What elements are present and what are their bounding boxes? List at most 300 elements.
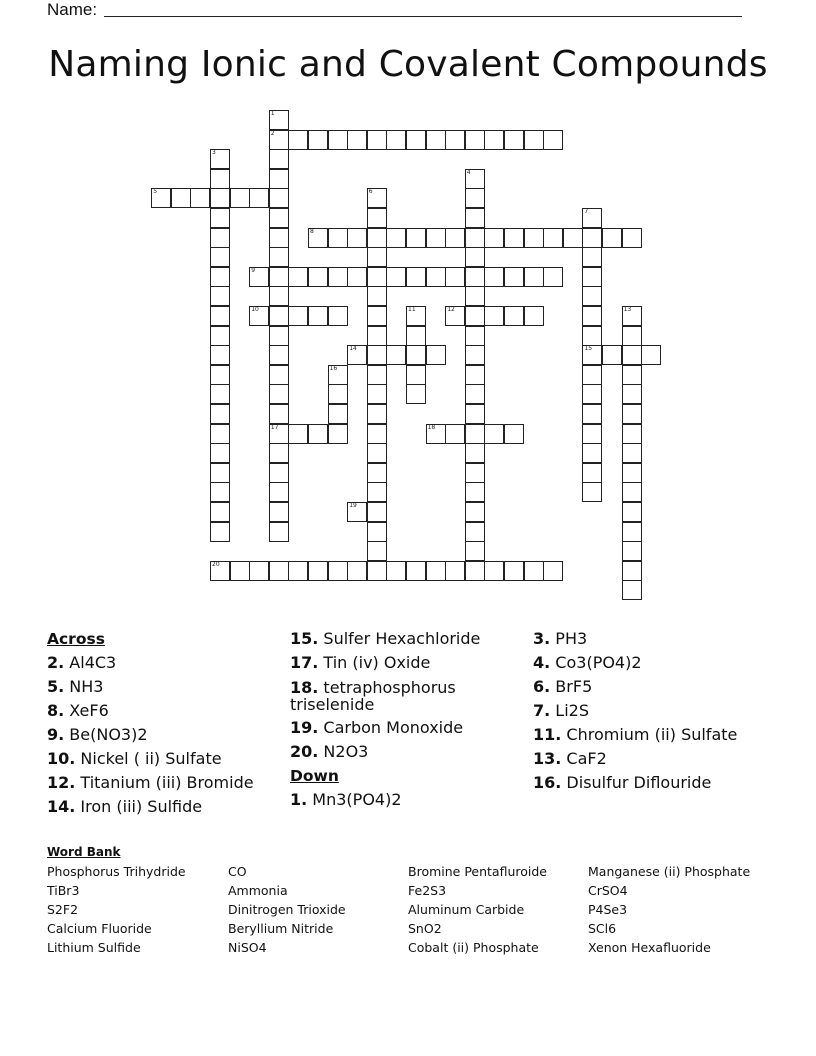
crossword-cell[interactable] [465, 345, 485, 365]
crossword-cell[interactable] [367, 463, 387, 483]
crossword-cell[interactable] [582, 345, 602, 365]
clue-num: 14. [47, 797, 76, 816]
crossword-cell[interactable] [269, 482, 289, 502]
crossword-cell[interactable] [582, 463, 602, 483]
crossword-cell[interactable] [269, 110, 289, 130]
crossword-cell[interactable] [622, 384, 642, 404]
crossword-cell[interactable] [406, 306, 426, 326]
clue-text: BrF5 [550, 677, 593, 696]
crossword-cell[interactable] [445, 306, 465, 326]
crossword-cell[interactable] [386, 345, 406, 365]
crossword-cell[interactable] [465, 228, 485, 248]
crossword-cell[interactable] [582, 365, 602, 385]
crossword-cell[interactable] [543, 228, 563, 248]
crossword-cell[interactable] [249, 561, 269, 581]
clues-column-2 [290, 627, 530, 812]
crossword-cell[interactable] [308, 267, 328, 287]
clue-num: 2. [47, 653, 65, 672]
crossword-cell[interactable] [406, 365, 426, 385]
crossword-cell[interactable] [367, 424, 387, 444]
word-bank-item: S2F2 [47, 902, 79, 917]
crossword-cell[interactable] [622, 228, 642, 248]
clue-number: 1 [270, 110, 275, 117]
clue-item [533, 747, 793, 771]
crossword-cell[interactable] [622, 326, 642, 346]
clue-item [533, 651, 793, 675]
crossword-cell[interactable] [445, 424, 465, 444]
crossword-cell[interactable] [210, 502, 230, 522]
crossword-cell[interactable] [288, 130, 308, 150]
word-bank-item: Cobalt (ii) Phosphate [408, 940, 539, 955]
crossword-cell[interactable] [504, 306, 524, 326]
crossword-cell[interactable] [484, 306, 504, 326]
crossword-cell[interactable] [288, 306, 308, 326]
clue-num: 11. [533, 725, 562, 744]
clue-num: 4. [533, 653, 551, 672]
crossword-cell[interactable] [622, 345, 642, 365]
crossword-cell[interactable] [582, 267, 602, 287]
word-bank-column-2 [228, 862, 346, 957]
crossword-cell[interactable] [465, 561, 485, 581]
crossword-cell[interactable] [210, 267, 230, 287]
crossword-cell[interactable] [484, 424, 504, 444]
crossword-cell[interactable] [484, 561, 504, 581]
crossword-cell[interactable] [288, 561, 308, 581]
crossword-cell[interactable] [582, 286, 602, 306]
crossword-cell[interactable] [269, 130, 289, 150]
crossword-cell[interactable] [171, 188, 191, 208]
crossword-cell[interactable] [190, 188, 210, 208]
word-bank-item: Aluminum Carbide [408, 902, 525, 917]
crossword-cell[interactable] [563, 228, 583, 248]
word-bank-item: Dinitrogen Trioxide [228, 902, 346, 917]
clue-text: NH3 [64, 677, 104, 696]
crossword-cell[interactable] [347, 267, 367, 287]
crossword-cell[interactable] [543, 130, 563, 150]
crossword-cell[interactable] [622, 561, 642, 581]
clue-item [290, 675, 530, 716]
crossword-cell[interactable] [445, 267, 465, 287]
crossword-cell[interactable] [288, 267, 308, 287]
clue-number: 8 [310, 227, 314, 235]
word-bank-item: Ammonia [228, 883, 288, 898]
crossword-cell[interactable] [367, 522, 387, 542]
crossword-cell[interactable] [328, 384, 348, 404]
crossword-cell[interactable] [269, 522, 289, 542]
clue-text: CaF2 [561, 749, 607, 768]
crossword-cell[interactable] [367, 188, 387, 208]
across-heading: Across [47, 630, 105, 648]
crossword-cell[interactable] [426, 345, 446, 365]
crossword-cell[interactable] [465, 502, 485, 522]
crossword-cell[interactable] [622, 482, 642, 502]
word-bank-item: Lithium Sulfide [47, 940, 141, 955]
crossword-cell[interactable] [328, 365, 348, 385]
clue-number: 16 [329, 364, 338, 372]
crossword-cell[interactable] [367, 541, 387, 561]
word-bank-item: Xenon Hexafluoride [588, 940, 711, 955]
crossword-cell[interactable] [465, 130, 485, 150]
clue-num: 19. [290, 718, 319, 737]
clue-number: 14 [349, 345, 357, 353]
clue-number: 10 [251, 306, 259, 313]
crossword-cell[interactable] [367, 326, 387, 346]
clue-number: 19 [349, 502, 357, 509]
crossword-cell[interactable] [622, 306, 642, 326]
crossword-cell[interactable] [347, 345, 367, 365]
clue-num: 7. [533, 701, 551, 720]
crossword-cell[interactable] [504, 228, 524, 248]
crossword-cell[interactable] [465, 306, 485, 326]
clue-text: Be(NO3)2 [64, 725, 148, 744]
crossword-cell[interactable] [465, 188, 485, 208]
crossword-cell[interactable] [622, 365, 642, 385]
crossword-cell[interactable] [602, 228, 622, 248]
crossword-cell[interactable] [622, 502, 642, 522]
crossword-cell[interactable] [210, 188, 230, 208]
crossword-cell[interactable] [465, 482, 485, 502]
crossword-cell[interactable] [308, 130, 328, 150]
crossword-cell[interactable] [328, 404, 348, 424]
crossword-cell[interactable] [582, 228, 602, 248]
clue-number: 15 [584, 345, 593, 353]
crossword-cell[interactable] [582, 482, 602, 502]
crossword-cell[interactable] [445, 561, 465, 581]
crossword-cell[interactable] [504, 130, 524, 150]
crossword-cell[interactable] [210, 424, 230, 444]
crossword-cell[interactable] [504, 267, 524, 287]
clue-num: 6. [533, 677, 551, 696]
crossword-cell[interactable] [328, 267, 348, 287]
clue-number: 12 [447, 306, 455, 313]
crossword-cell[interactable] [367, 130, 387, 150]
crossword-cell[interactable] [230, 561, 250, 581]
crossword-cell[interactable] [426, 561, 446, 581]
crossword-cell[interactable] [465, 522, 485, 542]
crossword-cell[interactable] [328, 424, 348, 444]
crossword-cell[interactable] [210, 345, 230, 365]
crossword-cell[interactable] [465, 541, 485, 561]
crossword-cell[interactable] [582, 384, 602, 404]
crossword-cell[interactable] [308, 306, 328, 326]
clue-text: Nickel ( ii) Sulfate [75, 749, 222, 768]
crossword-cell[interactable] [210, 404, 230, 424]
crossword-cell[interactable] [269, 149, 289, 169]
crossword-cell[interactable] [151, 188, 171, 208]
crossword-cell[interactable] [465, 247, 485, 267]
crossword-cell[interactable] [426, 228, 446, 248]
crossword-cell[interactable] [367, 228, 387, 248]
crossword-cell[interactable] [367, 502, 387, 522]
crossword-cell[interactable] [386, 267, 406, 287]
crossword-cell[interactable] [347, 130, 367, 150]
crossword-cell[interactable] [484, 130, 504, 150]
clue-item [290, 740, 530, 764]
crossword-cell[interactable] [484, 267, 504, 287]
clue-item [533, 627, 793, 651]
down-clue-list [290, 788, 530, 812]
crossword-cell[interactable] [210, 228, 230, 248]
crossword-cell[interactable] [406, 384, 426, 404]
clue-num: 9. [47, 725, 65, 744]
crossword-cell[interactable] [524, 130, 544, 150]
crossword-cell[interactable] [465, 326, 485, 346]
crossword-cell[interactable] [367, 208, 387, 228]
crossword-cell[interactable] [386, 228, 406, 248]
crossword-cell[interactable] [582, 424, 602, 444]
clue-item [47, 723, 287, 747]
crossword-cell[interactable] [308, 228, 328, 248]
crossword-cell[interactable] [210, 482, 230, 502]
clue-num: 15. [290, 629, 319, 648]
crossword-cell[interactable] [210, 365, 230, 385]
crossword-cell[interactable] [308, 561, 328, 581]
crossword-cell[interactable] [210, 169, 230, 189]
crossword-cell[interactable] [210, 208, 230, 228]
crossword-cell[interactable] [269, 169, 289, 189]
crossword-cell[interactable] [582, 443, 602, 463]
word-bank-item: P4Se3 [588, 902, 628, 917]
clue-num: 20. [290, 742, 319, 761]
crossword-cell[interactable] [465, 365, 485, 385]
crossword-cell[interactable] [269, 326, 289, 346]
crossword-cell[interactable] [210, 522, 230, 542]
clue-item [533, 723, 793, 747]
crossword-cell[interactable] [269, 384, 289, 404]
word-bank-item: Beryllium Nitride [228, 921, 334, 936]
across-clue-list [47, 651, 287, 819]
clue-item [533, 675, 793, 699]
crossword-cell[interactable] [269, 286, 289, 306]
clue-num: 16. [533, 773, 562, 792]
clue-text: N2O3 [318, 742, 369, 761]
crossword-cell[interactable] [445, 228, 465, 248]
clue-num: 8. [47, 701, 65, 720]
crossword-cell[interactable] [230, 188, 250, 208]
crossword-cell[interactable] [367, 267, 387, 287]
crossword-cell[interactable] [622, 580, 642, 600]
crossword-cell[interactable] [269, 208, 289, 228]
word-bank-column-4 [588, 862, 750, 957]
crossword-cell[interactable] [622, 443, 642, 463]
word-bank-column-1 [47, 862, 186, 957]
clue-item [47, 699, 287, 723]
word-bank-item: Fe2S3 [408, 883, 447, 898]
crossword-cell[interactable] [367, 443, 387, 463]
crossword-cell[interactable] [367, 482, 387, 502]
crossword-cell[interactable] [524, 561, 544, 581]
crossword-cell[interactable] [524, 306, 544, 326]
crossword-cell[interactable] [543, 561, 563, 581]
clue-item [47, 747, 287, 771]
clue-item [290, 627, 530, 651]
name-label: Name: [47, 0, 98, 19]
crossword-cell[interactable] [210, 247, 230, 267]
clue-number: 9 [251, 266, 256, 274]
clue-text: Sulfer Hexachloride [318, 629, 481, 648]
clue-text: Co3(PO4)2 [550, 653, 642, 672]
crossword-cell[interactable] [367, 345, 387, 365]
clue-number: 2 [270, 129, 275, 137]
word-bank-item: Manganese (ii) Phosphate [588, 864, 751, 879]
crossword-cell[interactable] [367, 404, 387, 424]
clue-text: Tin (iv) Oxide [318, 653, 431, 672]
crossword-cell[interactable] [269, 306, 289, 326]
crossword-cell[interactable] [210, 286, 230, 306]
crossword-cell[interactable] [367, 286, 387, 306]
crossword-cell[interactable] [582, 208, 602, 228]
crossword-cell[interactable] [367, 306, 387, 326]
crossword-cell[interactable] [367, 561, 387, 581]
clue-number: 11 [408, 306, 416, 313]
crossword-cell[interactable] [347, 502, 367, 522]
clue-number: 13 [623, 306, 632, 313]
crossword-cell[interactable] [328, 306, 348, 326]
crossword-cell[interactable] [367, 365, 387, 385]
crossword-cell[interactable] [367, 384, 387, 404]
crossword-cell[interactable] [269, 404, 289, 424]
across-clue-list-continued [290, 627, 530, 764]
crossword-cell[interactable] [504, 424, 524, 444]
crossword-cell[interactable] [465, 404, 485, 424]
crossword-cell[interactable] [602, 345, 622, 365]
crossword-cell[interactable] [426, 424, 446, 444]
crossword-cell[interactable] [524, 228, 544, 248]
clue-text: Disulfur Diflouride [561, 773, 712, 792]
crossword-cell[interactable] [622, 522, 642, 542]
crossword-cell[interactable] [406, 326, 426, 346]
clue-text: Al4C3 [64, 653, 117, 672]
crossword-cell[interactable] [622, 463, 642, 483]
crossword-cell[interactable] [386, 561, 406, 581]
clue-text: tetraphosphorus triselenide [290, 678, 456, 714]
crossword-cell[interactable] [582, 306, 602, 326]
word-bank-item: SCl6 [588, 921, 617, 936]
crossword-cell[interactable] [465, 208, 485, 228]
crossword-cell[interactable] [347, 228, 367, 248]
crossword-cell[interactable] [210, 306, 230, 326]
clues-column-1 [47, 627, 287, 819]
crossword-cell[interactable] [249, 267, 269, 287]
clue-item [47, 771, 287, 795]
crossword-cell[interactable] [269, 188, 289, 208]
crossword-cell[interactable] [426, 267, 446, 287]
crossword-cell[interactable] [465, 463, 485, 483]
word-bank-item: Calcium Fluoride [47, 921, 152, 936]
clue-number: 5 [153, 188, 158, 196]
word-bank-item: NiSO4 [228, 940, 267, 955]
clue-num: 12. [47, 773, 76, 792]
crossword-cell[interactable] [582, 404, 602, 424]
crossword-cell[interactable] [269, 228, 289, 248]
crossword-cell[interactable] [210, 561, 230, 581]
crossword-cell[interactable] [465, 443, 485, 463]
crossword-cell[interactable] [328, 130, 348, 150]
crossword-cell[interactable] [249, 188, 269, 208]
clue-item [290, 651, 530, 675]
crossword-cell[interactable] [269, 424, 289, 444]
crossword-cell[interactable] [622, 404, 642, 424]
crossword-cell[interactable] [445, 130, 465, 150]
crossword-cell[interactable] [269, 443, 289, 463]
crossword-cell[interactable] [210, 463, 230, 483]
clue-number: 6 [368, 188, 373, 196]
crossword-cell[interactable] [269, 247, 289, 267]
clue-num: 17. [290, 653, 319, 672]
crossword-cell[interactable] [524, 267, 544, 287]
crossword-cell[interactable] [249, 306, 269, 326]
crossword-cell[interactable] [288, 424, 308, 444]
down-clue-list-continued [533, 627, 793, 795]
clue-item [47, 795, 287, 819]
crossword-cell[interactable] [328, 561, 348, 581]
crossword-cell[interactable] [622, 424, 642, 444]
crossword-cell[interactable] [269, 365, 289, 385]
crossword-cell[interactable] [308, 424, 328, 444]
crossword-cell[interactable] [406, 267, 426, 287]
clues-column-3 [533, 627, 793, 795]
crossword-cell[interactable] [406, 228, 426, 248]
crossword-cell[interactable] [484, 228, 504, 248]
word-bank-item: CrSO4 [588, 883, 628, 898]
crossword-cell[interactable] [367, 247, 387, 267]
crossword-cell[interactable] [582, 247, 602, 267]
crossword-cell[interactable] [406, 345, 426, 365]
page-title: Naming Ionic and Covalent Compounds [48, 44, 768, 85]
crossword-cell[interactable] [582, 326, 602, 346]
crossword-cell[interactable] [210, 384, 230, 404]
crossword-cell[interactable] [269, 345, 289, 365]
crossword-cell[interactable] [543, 267, 563, 287]
crossword-cell[interactable] [269, 561, 289, 581]
crossword-cell[interactable] [622, 541, 642, 561]
clue-item [290, 788, 530, 812]
clue-text: Titanium (iii) Bromide [75, 773, 254, 792]
clue-number: 18 [427, 423, 436, 431]
word-bank-item: Phosphorus Trihydride [47, 864, 186, 879]
crossword-cell[interactable] [328, 228, 348, 248]
crossword-cell[interactable] [269, 267, 289, 287]
crossword-cell[interactable] [465, 267, 485, 287]
crossword-cell[interactable] [210, 149, 230, 169]
crossword-cell[interactable] [504, 561, 524, 581]
clue-num: 1. [290, 790, 308, 809]
crossword-cell[interactable] [406, 561, 426, 581]
clue-number: 7 [584, 208, 589, 215]
crossword-cell[interactable] [210, 326, 230, 346]
crossword-cell[interactable] [426, 130, 446, 150]
crossword-cell[interactable] [465, 384, 485, 404]
word-bank-item: CO [228, 864, 247, 879]
clue-number: 4 [466, 168, 471, 176]
crossword-cell[interactable] [386, 130, 406, 150]
crossword-cell[interactable] [406, 130, 426, 150]
crossword-cell[interactable] [465, 424, 485, 444]
crossword-cell[interactable] [465, 286, 485, 306]
clue-text: PH3 [550, 629, 588, 648]
clue-item [533, 771, 793, 795]
crossword-cell[interactable] [269, 463, 289, 483]
crossword-cell[interactable] [347, 561, 367, 581]
crossword-cell[interactable] [210, 443, 230, 463]
crossword-cell[interactable] [465, 169, 485, 189]
crossword-cell[interactable] [641, 345, 661, 365]
clue-text: Mn3(PO4)2 [307, 790, 402, 809]
clue-text: Iron (iii) Sulfide [75, 797, 203, 816]
crossword-cell[interactable] [269, 502, 289, 522]
clue-number: 17 [270, 423, 279, 431]
clue-num: 13. [533, 749, 562, 768]
